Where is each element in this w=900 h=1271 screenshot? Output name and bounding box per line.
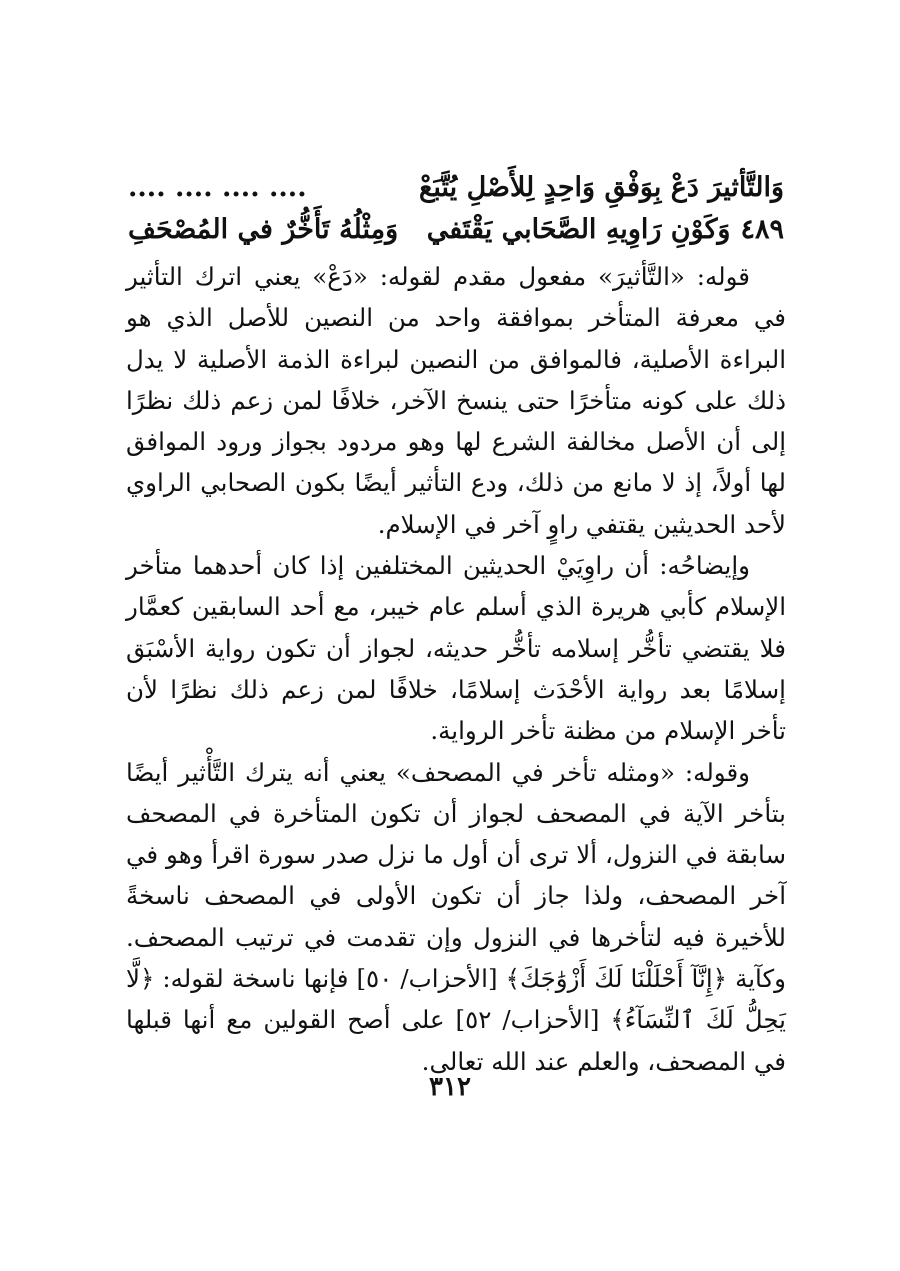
verse-2-left-hemistich: وَمِثْلُهُ تَأَخُّرٌ في المُصْحَفِ xyxy=(128,214,399,245)
verse-line-2 xyxy=(128,210,784,250)
page-number: ٣١٢ xyxy=(429,1072,471,1102)
commentary-paragraph-3: وقوله: «ومثله تأخر في المصحف» يعني أنه يترك التَّأْثير أيضًا بتأخر الآية في المصحف لجواز أن تكون المتأخرة في المصحف سابقة في النزول، ألا ترى أن أول ما نزل صدر سورة اقرأ وهو في آخر المصحف، ولذا جاز أن تكون الأولى في المصحف ناسخةً للأخيرة فيه لتأخرها في النزول وإن تقدمت في ترتيب المصحف. وكآية ﴿إِنَّآ أَحْلَلْنَا لَكَ أَزْوَٰجَكَ﴾ [الأحزاب/ ٥٠] فإنها ناسخة لقوله: ﴿لَّا يَحِلُّ لَكَ ٱلنِّسَآءُ﴾ [الأحزاب/ ٥٢] على أصح القولين مع أنها قبلها في المصحف، والعلم عند الله تعالى. xyxy=(126,757,786,1076)
verse-1-right-hemistich: وَالتَّأثيرَ دَعْ بِوَفْقِ وَاحِدٍ لِلأَصْلِ يُتَّبَعْ xyxy=(418,172,784,203)
commentary-paragraph-1: قوله: «التَّأثيرَ» مفعول مقدم لقوله: «دَعْ» يعني اترك التأثير في معرفة المتأخر بموافقة واحد من النصين للأصل الذي هو البراءة الأصلية، فالموافق من النصين لبراءة الذمة الأصلية لا يدل ذلك على كونه متأخرًا حتى ينسخ الآخر، خلافًا لمن زعم ذلك نظرًا إلى أن الأصل مخالفة الشرع لها وهو مردود بجواز ورود الموافق لها أولاً، إذ لا مانع من ذلك، ودع التأثير أيضًا بكون الصحابي الراوي لأحد الحديثين يقتفي راوٍ آخر في الإسلام. xyxy=(126,262,786,539)
verse-2-right-hemistich: وَكَوْنِ رَاوِيهِ الصَّحَابي يَقْتَفي xyxy=(426,214,731,245)
verse-number: ٤٨٩ xyxy=(740,214,784,245)
commentary-paragraph-2: وإيضاحُه: أن راوِيَيْ الحديثين المختلفين إذا كان أحدهما متأخر الإسلام كأبي هريرة الذي أسلم عام خيبر، مع أحد السابقين كعمَّار فلا يقتضي تأخُّر إسلامه تأخُّر حديثه، لجواز أن تكون رواية الأسْبَق إسلامًا بعد رواية الأحْدَث إسلامًا، خلافًا لمن زعم ذلك نظرًا لأن تأخر الإسلام من مظنة تأخر الرواية. xyxy=(126,551,786,746)
verse-line-1 xyxy=(128,168,784,208)
verse-2-right-part xyxy=(427,210,784,250)
commentary-body xyxy=(126,256,786,1082)
verse-1-left-hemistich: .... .... .... .... xyxy=(128,172,307,203)
